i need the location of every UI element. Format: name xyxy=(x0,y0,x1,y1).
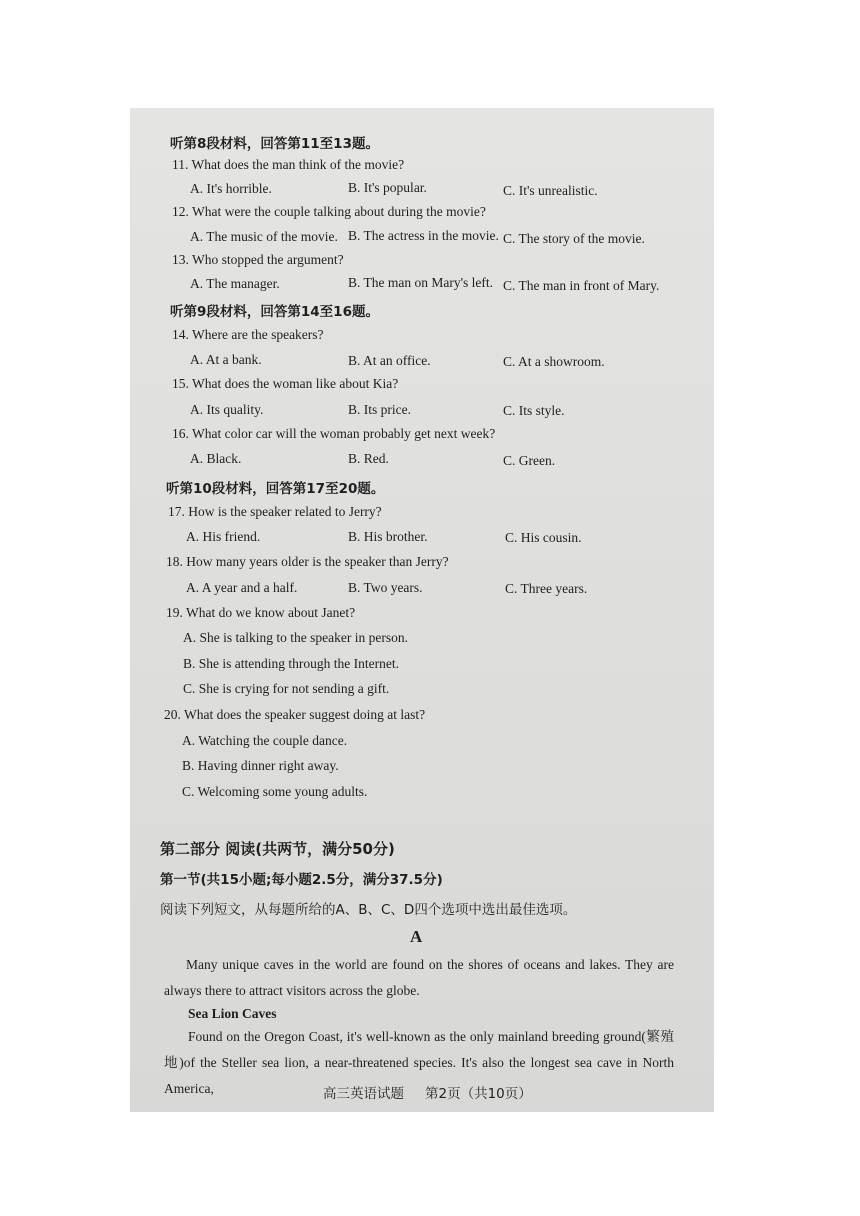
question-16-stem: 16. What color car will the woman probably get next week? xyxy=(172,426,496,441)
question-15-stem: 15. What does the woman like about Kia? xyxy=(172,376,399,391)
section-heading-10: 听第10段材料，回答第17至20题。 xyxy=(166,481,385,497)
question-17-stem: 17. How is the speaker related to Jerry? xyxy=(168,504,382,519)
question-13-option-a: A. The manager. xyxy=(190,276,280,291)
question-14-option-c: C. At a showroom. xyxy=(503,354,605,369)
question-14-stem: 14. Where are the speakers? xyxy=(172,327,324,342)
question-14-option-b: B. At an office. xyxy=(348,353,431,368)
section-heading-9: 听第9段材料，回答第14至16题。 xyxy=(170,304,379,320)
question-20-option-b: B. Having dinner right away. xyxy=(182,758,339,773)
question-20-stem: 20. What does the speaker suggest doing at last? xyxy=(164,707,426,722)
question-12-option-a: A. The music of the movie. xyxy=(190,229,338,244)
question-19-option-a: A. She is talking to the speaker in person. xyxy=(183,630,408,645)
question-11-option-a: A. It's horrible. xyxy=(190,181,272,196)
question-12-option-b: B. The actress in the movie. xyxy=(348,228,499,243)
question-20-option-c: C. Welcoming some young adults. xyxy=(182,784,368,799)
question-12-option-c: C. The story of the movie. xyxy=(503,231,645,246)
question-13-option-b: B. The man on Mary's left. xyxy=(348,275,494,290)
question-13-option-c: C. The man in front of Mary. xyxy=(503,278,660,293)
question-12-stem: 12. What were the couple talking about during the movie? xyxy=(172,204,486,219)
part-2-section-1-heading: 第一节(共15小题;每小题2.5分，满分37.5分) xyxy=(160,872,443,888)
question-11-option-c: C. It's unrealistic. xyxy=(503,183,598,198)
question-17-option-b: B. His brother. xyxy=(348,529,428,544)
question-18-option-c: C. Three years. xyxy=(505,581,588,596)
question-16-option-c: C. Green. xyxy=(503,453,556,468)
footer-page-number: 第2页（共10页） xyxy=(425,1086,532,1102)
part-2-title: 第二部分 阅读(共两节，满分50分) xyxy=(160,840,395,858)
question-15-option-b: B. Its price. xyxy=(348,402,411,417)
question-19-option-b: B. She is attending through the Internet. xyxy=(183,656,399,671)
question-18-option-a: A. A year and a half. xyxy=(186,580,298,595)
question-18-option-b: B. Two years. xyxy=(348,580,423,595)
question-19-option-c: C. She is crying for not sending a gift. xyxy=(183,681,390,696)
question-15-option-c: C. Its style. xyxy=(503,403,565,418)
question-18-stem: 18. How many years older is the speaker than Jerry? xyxy=(166,554,449,569)
passage-body-paragraph: Found on the Oregon Coast, it's well-known as the only mainland breeding ground(繁殖地)of the Steller sea lion, a near-threatened species. It's also the longest sea cave in North America, xyxy=(164,1029,674,1096)
question-16-option-a: A. Black. xyxy=(190,451,242,466)
part-2-instruction: 阅读下列短文，从每题所给的A、B、C、D四个选项中选出最佳选项。 xyxy=(160,902,577,918)
section-heading-8: 听第8段材料，回答第11至13题。 xyxy=(170,136,379,152)
passage-subheading: Sea Lion Caves xyxy=(188,1006,277,1021)
footer-subject: 高三英语试题 xyxy=(323,1086,404,1102)
question-15-option-a: A. Its quality. xyxy=(190,402,264,417)
question-16-option-b: B. Red. xyxy=(348,451,389,466)
question-19-stem: 19. What do we know about Janet? xyxy=(166,605,356,620)
question-14-option-a: A. At a bank. xyxy=(190,352,262,367)
passage-letter-a: A xyxy=(410,927,423,946)
question-17-option-c: C. His cousin. xyxy=(505,530,582,545)
question-13-stem: 13. Who stopped the argument? xyxy=(172,252,344,267)
question-11-stem: 11. What does the man think of the movie? xyxy=(172,157,405,172)
question-11-option-b: B. It's popular. xyxy=(348,180,427,195)
question-20-option-a: A. Watching the couple dance. xyxy=(182,733,348,748)
passage-intro-paragraph: Many unique caves in the world are found on the shores of oceans and lakes. They are always there to attract visitors across the globe. xyxy=(164,957,674,998)
exam-page xyxy=(130,108,714,1112)
question-17-option-a: A. His friend. xyxy=(186,529,261,544)
